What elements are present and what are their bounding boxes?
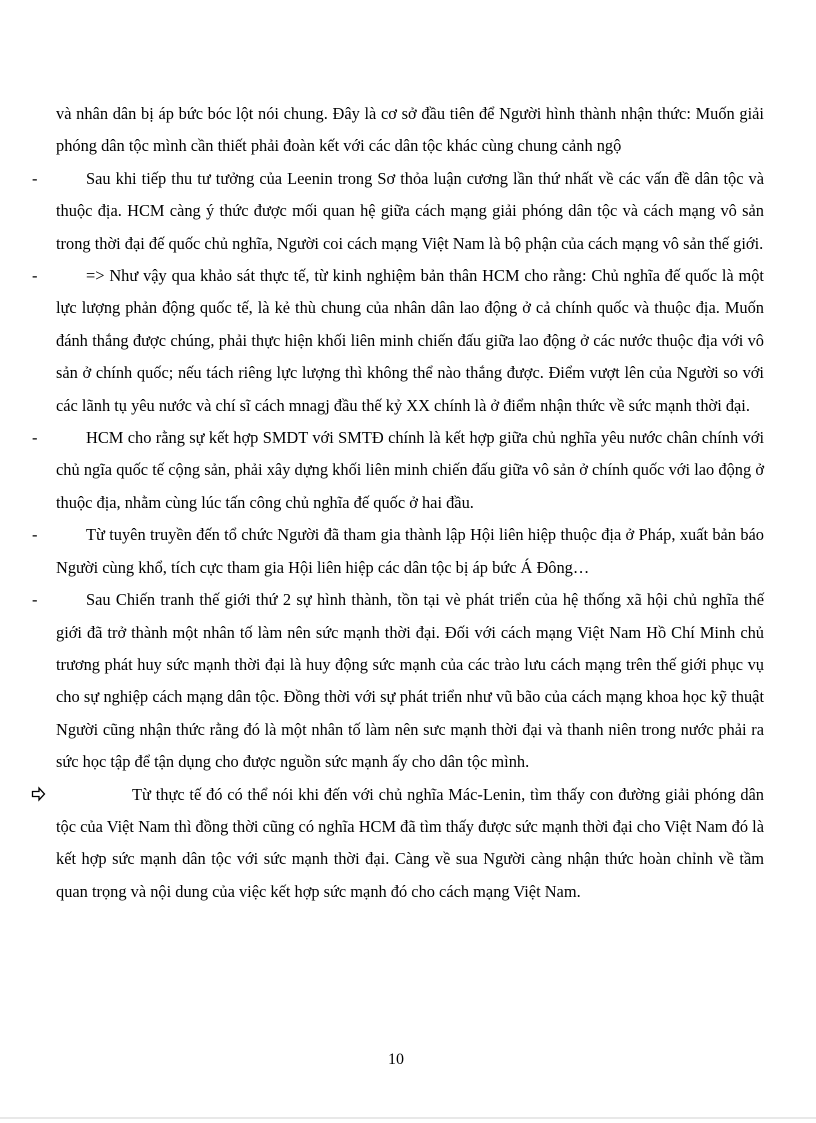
bullet-dash: -: [32, 168, 38, 188]
bullet-dash: -: [32, 428, 38, 448]
paragraph-text: => Như vậy qua khảo sát thực tế, từ kinh nghiệm bản thân HCM cho rằng: Chủ nghĩa đế quốc là một lực lượng phản động quốc tế, là kẻ thù chung của nhân dân lao động ở cả chính quốc và thuộc địa. Muốn đánh thắng được chúng, phải thực hiện khối liên minh chiến đấu giữa lao động ở các nước thuộc địa với vô sản ở chính quốc; nếu tách riêng lực lượng thì không thể nào thắng được. Điểm vượt lên của Người so với các lãnh tụ yêu nước và chí sĩ cách mnagj đầu thế kỷ XX chính là ở điểm nhận thức về sức mạnh thời đại.: [56, 266, 764, 415]
paragraph-text: HCM cho rằng sự kết hợp SMDT với SMTĐ chính là kết hợp giữa chủ nghĩa yêu nước chân chính với chủ ngĩa quốc tế cộng sản, phải xây dựng khối liên minh chiến đấu giữa vô sản ở chính quốc với lao động ở thuộc địa, nhằm cùng lúc tấn công chủ nghĩa đế quốc ở hai đầu.: [56, 428, 764, 512]
bullet-dash: -: [32, 590, 38, 610]
arrow-right-icon: [31, 786, 46, 802]
bullet-paragraph-smdt: [32, 422, 764, 519]
paragraph-text: Từ tuyên truyền đến tổ chức Người đã tham gia thành lập Hội liên hiệp thuộc địa ở Pháp, xuất bản báo Người cùng khổ, tích cực tham gia Hội liên hiệp các dân tộc bị áp bức Á Đông…: [56, 525, 764, 577]
bullet-dash: -: [32, 525, 38, 545]
page-bottom-edge: [0, 1117, 816, 1119]
bullet-paragraph-conclusion: [32, 260, 764, 422]
paragraph-continued: [56, 98, 764, 163]
bullet-paragraph-ww2: [32, 584, 764, 778]
page-number: 10: [388, 1051, 404, 1068]
paragraph-text: Sau khi tiếp thu tư tưởng của Leenin trong Sơ thỏa luận cương lần thứ nhất về các vấn đề dân tộc và thuộc địa. HCM càng ý thức được mối quan hệ giữa cách mạng giải phóng dân tộc và cách mạng vô sản trong thời đại đế quốc chủ nghĩa, Người coi cách mạng Việt Nam là bộ phận của cách mạng vô sản thế giới.: [56, 168, 764, 253]
paragraph-text: Sau Chiến tranh thế giới thứ 2 sự hình thành, tồn tại vè phát triển của hệ thống xã hội chủ nghĩa thế giới đã trở thành một nhân tố làm nên sức mạnh thời đại. Đối với cách mạng Việt Nam Hồ Chí Minh chủ trương phát huy sức mạnh thời đại là huy động sức mạnh của các trào lưu cách mạng trên thế giới phục vụ cho sự nghiệp cách mạng dân tộc. Đồng thời với sự phát triển như vũ bão của cách mạng khoa học kỹ thuật Người cũng nhận thức rằng đó là một nhân tố làm nên sưc mạnh thời đại và thanh niên trong nước phải ra sức học tập để tận dụng cho được nguồn sức mạnh ấy cho dân tộc mình.: [56, 590, 764, 772]
bullet-paragraph-leenin: [32, 163, 764, 260]
arrow-paragraph-summary: [56, 779, 764, 909]
paragraph-text: Từ thực tế đó có thể nói khi đến với chủ nghĩa Mác-Lenin, tìm thấy con đường giải phóng dân tộc của Việt Nam thì đồng thời cũng có nghĩa HCM đã tìm thấy được sức mạnh thời đại cho Việt Nam đó là kết hợp sức mạnh dân tộc với sức mạnh thời đại. Càng về sua Người càng nhận thức hoàn chỉnh về tầm quan trọng và nội dung của việc kết hợp sức mạnh đó cho cách mạng Việt Nam.: [56, 784, 764, 901]
document-body: [32, 98, 764, 908]
bullet-paragraph-organization: [32, 519, 764, 584]
paragraph-text: và nhân dân bị áp bức bóc lột nói chung. Đây là cơ sở đầu tiên để Người hình thành nhận thức: Muốn giải phóng dân tộc mình cần thiết phải đoàn kết với các dân tộc khác cùng chung cảnh ngộ: [56, 104, 764, 156]
bullet-dash: -: [32, 266, 38, 286]
